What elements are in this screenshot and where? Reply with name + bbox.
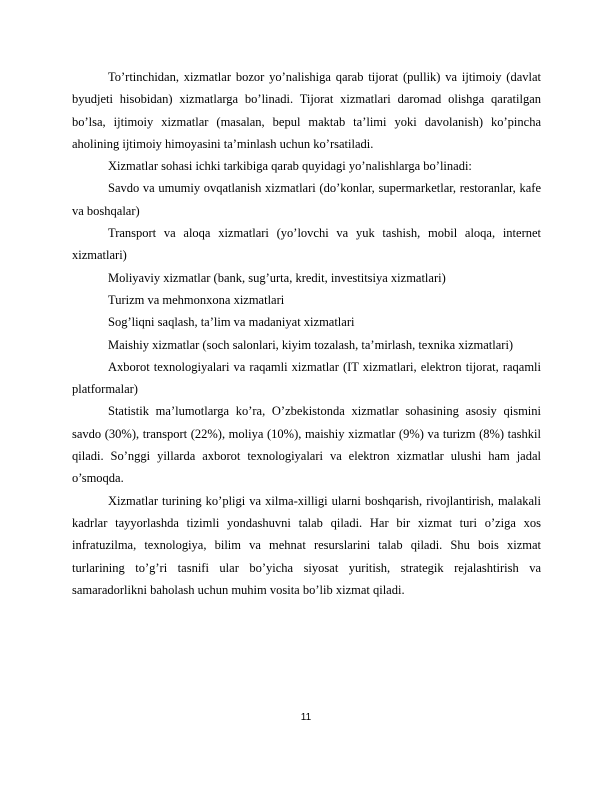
paragraph-statistics: Statistik ma’lumotlarga ko’ra, O’zbekistonda xizmatlar sohasining asosiy qismini savdo (30%), transport (22%), moliya (10%), maishiy xizmatlar (9%) va turizm (8%) tashkil qiladi. So’nggi yillarda axborot texnologiyalari va elektron xizmatlar ulushi ham jadal o’smoqda. <box>72 404 541 486</box>
paragraph-commercial-social: To’rtinchidan, xizmatlar bozor yo’nalishiga qarab tijorat (pullik) va ijtimoiy (davlat byudjeti hisobidan) xizmatlarga bo’linadi. Tijorat xizmatlari daromad olishga qaratilgan bo’lsa, ijtimoiy xizmatlar (masalan, bepul maktab ta’limi yoki davolanish) ko’pincha aholining ijtimoiy himoyasini ta’minlash uchun ko’rsatiladi. <box>72 70 541 151</box>
list-item-transport: Transport va aloqa xizmatlari (yo’lovchi va yuk tashish, mobil aloqa, internet xizmatlari) <box>72 226 541 263</box>
document-body <box>72 66 541 601</box>
paragraph-intro-list: Xizmatlar sohasi ichki tarkibiga qarab quyidagi yo’nalishlarga bo’linadi: <box>108 159 472 174</box>
page-number: 11 <box>300 712 312 723</box>
paragraph-conclusion: Xizmatlar turining ko’pligi va xilma-xilligi ularni boshqarish, rivojlantirish, malakali kadrlar tayyorlashda tizimli yondashuvni talab qiladi. Har bir xizmat turi o’ziga xos infratuzilma, texnologiya, bilim va mehnat resurslarini talab qiladi. Shu bois xizmat turlarining to’g’ri tasnifi ular bo’yicha siyosat yuritish, strategik rejalashtirish va samaradorlikni baholash uchun muhim vosita bo’lib xizmat qiladi. <box>72 493 541 597</box>
list-item-health-education: Sog’liqni saqlash, ta’lim va madaniyat xizmatlari <box>108 315 355 330</box>
list-item-household: Maishiy xizmatlar (soch salonlari, kiyim tozalash, ta’mirlash, texnika xizmatlari) <box>108 337 514 352</box>
list-item-trade: Savdo va umumiy ovqatlanish xizmatlari (do’konlar, supermarketlar, restoranlar, kafe va boshqalar) <box>72 181 541 218</box>
list-item-finance: Moliyaviy xizmatlar (bank, sug’urta, kredit, investitsiya xizmatlari) <box>108 270 446 285</box>
list-item-it: Axborot texnologiyalari va raqamli xizmatlar (IT xizmatlari, elektron tijorat, raqamli platformalar) <box>72 359 541 397</box>
list-item-tourism: Turizm va mehmonxona xizmatlari <box>108 292 285 307</box>
